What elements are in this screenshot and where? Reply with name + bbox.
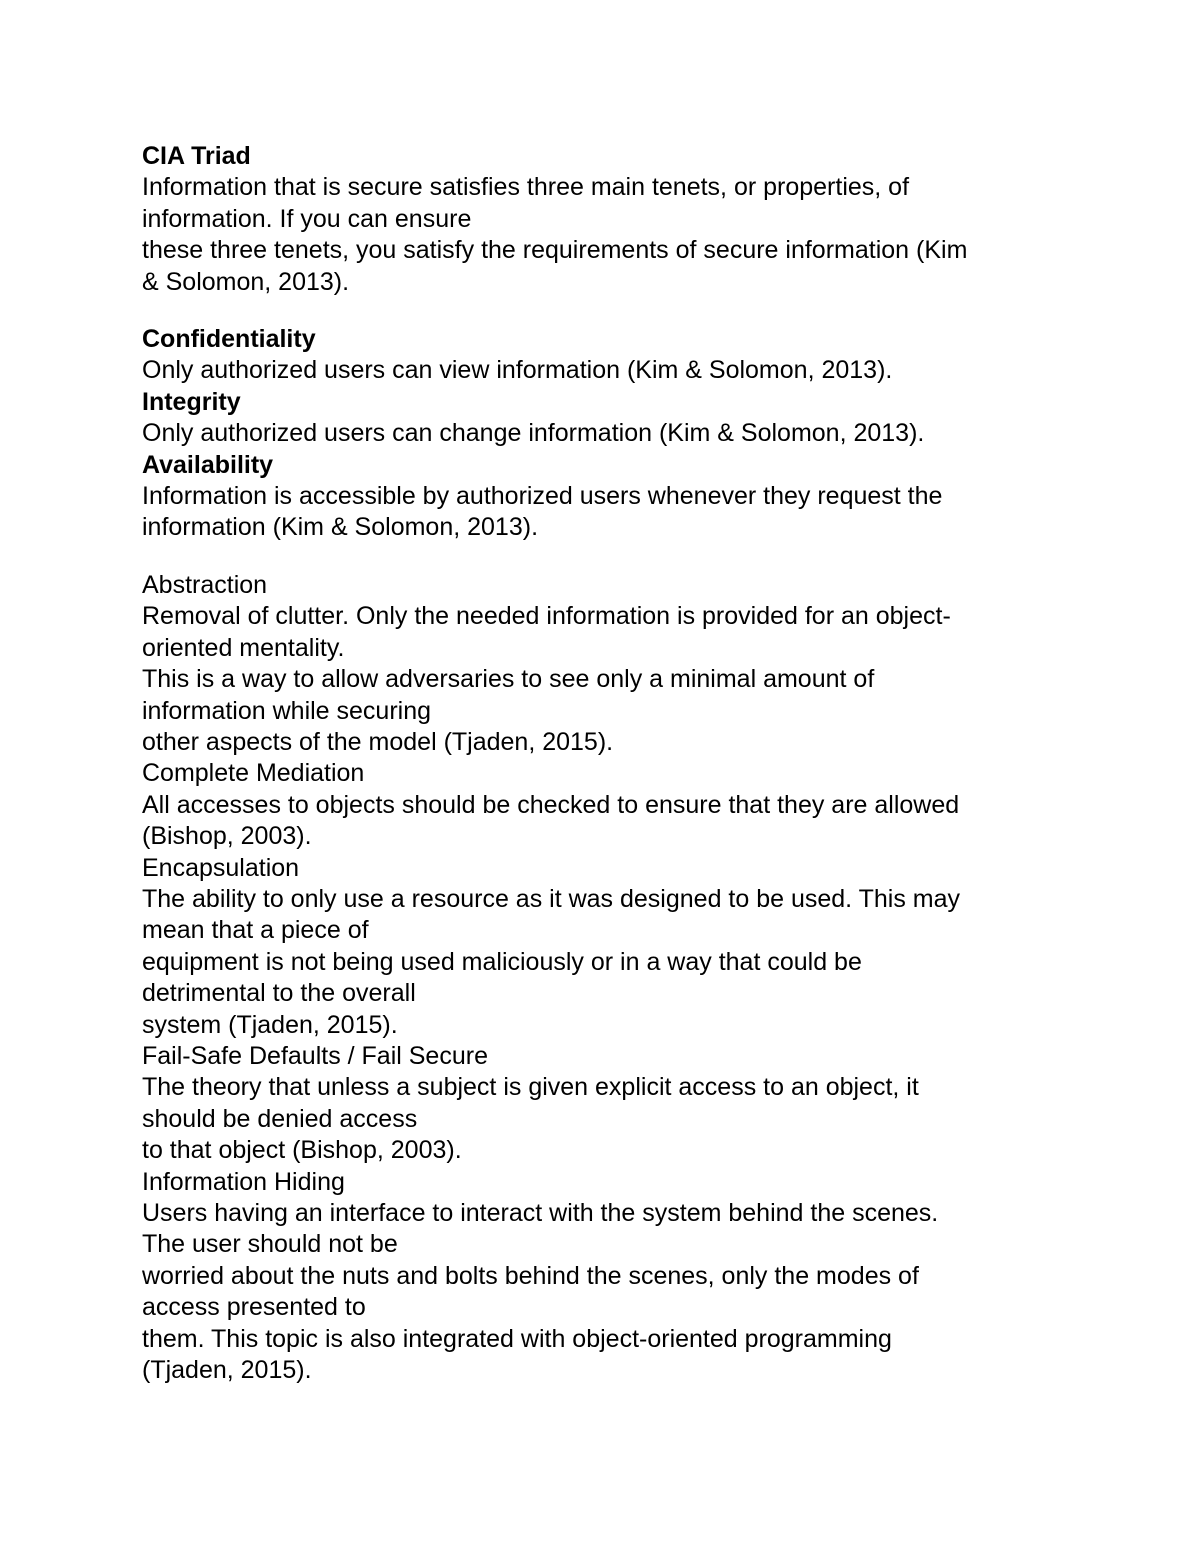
abstraction-line-2: oriented mentality. (142, 633, 345, 662)
encapsulation-line-2: mean that a piece of (142, 916, 369, 945)
information-hiding-line-3: worried about the nuts and bolts behind the scenes, only the modes of (142, 1261, 919, 1290)
complete-mediation-line-2: (Bishop, 2003). (142, 822, 312, 851)
abstraction-line-4: information while securing (142, 696, 432, 725)
encapsulation-heading: Encapsulation (142, 853, 300, 882)
tenets-section (142, 324, 1062, 544)
encapsulation-line-4: detrimental to the overall (142, 979, 416, 1008)
fail-safe-line-3: to that object (Bishop, 2003). (142, 1136, 462, 1165)
abstraction-line-5: other aspects of the model (Tjaden, 2015). (142, 727, 614, 756)
cia-intro-line-4: & Solomon, 2013). (142, 267, 350, 296)
principles-section (142, 570, 1062, 1387)
fail-safe-line-1: The theory that unless a subject is given explicit access to an object, it (142, 1073, 919, 1102)
availability-text-line-2: information (Kim & Solomon, 2013). (142, 513, 539, 542)
encapsulation-line-1: The ability to only use a resource as it was designed to be used. This may (142, 884, 961, 913)
complete-mediation-line-1: All accesses to objects should be checked to ensure that they are allowed (142, 790, 960, 819)
abstraction-line-3: This is a way to allow adversaries to see only a minimal amount of (142, 665, 875, 694)
paragraph-spacer (142, 298, 1062, 324)
information-hiding-heading: Information Hiding (142, 1167, 345, 1196)
availability-text-line-1: Information is accessible by authorized users whenever they request the (142, 482, 943, 511)
information-hiding-line-1: Users having an interface to interact with the system behind the scenes. (142, 1199, 939, 1227)
information-hiding-line-5: them. This topic is also integrated with object-oriented programming (142, 1324, 892, 1353)
encapsulation-line-3: equipment is not being used maliciously or in a way that could be (142, 947, 862, 976)
confidentiality-text: Only authorized users can view information (Kim & Solomon, 2013). (142, 356, 893, 385)
information-hiding-line-4: access presented to (142, 1293, 366, 1322)
cia-intro-line-1: Information that is secure satisfies three main tenets, or properties, of (142, 173, 910, 202)
document-body (142, 141, 1062, 1386)
complete-mediation-heading: Complete Mediation (142, 759, 365, 788)
encapsulation-line-5: system (Tjaden, 2015). (142, 1010, 398, 1039)
abstraction-heading: Abstraction (142, 570, 268, 599)
integrity-text: Only authorized users can change information (Kim & Solomon, 2013). (142, 419, 925, 448)
fail-safe-line-2: should be denied access (142, 1104, 418, 1133)
cia-intro-line-3: these three tenets, you satisfy the requirements of secure information (Kim (142, 236, 968, 265)
fail-safe-heading: Fail-Safe Defaults / Fail Secure (142, 1041, 488, 1070)
abstraction-line-1: Removal of clutter. Only the needed information is provided for an object- (142, 602, 951, 631)
paragraph-spacer (142, 544, 1062, 570)
information-hiding-line-6: (Tjaden, 2015). (142, 1356, 312, 1385)
availability-heading: Availability (142, 450, 274, 479)
cia-intro-line-2: information. If you can ensure (142, 204, 472, 233)
cia-triad-heading: CIA Triad (142, 142, 251, 170)
information-hiding-line-2: The user should not be (142, 1230, 398, 1259)
integrity-heading: Integrity (142, 387, 241, 416)
cia-triad-section (142, 141, 1062, 298)
confidentiality-heading: Confidentiality (142, 325, 316, 354)
